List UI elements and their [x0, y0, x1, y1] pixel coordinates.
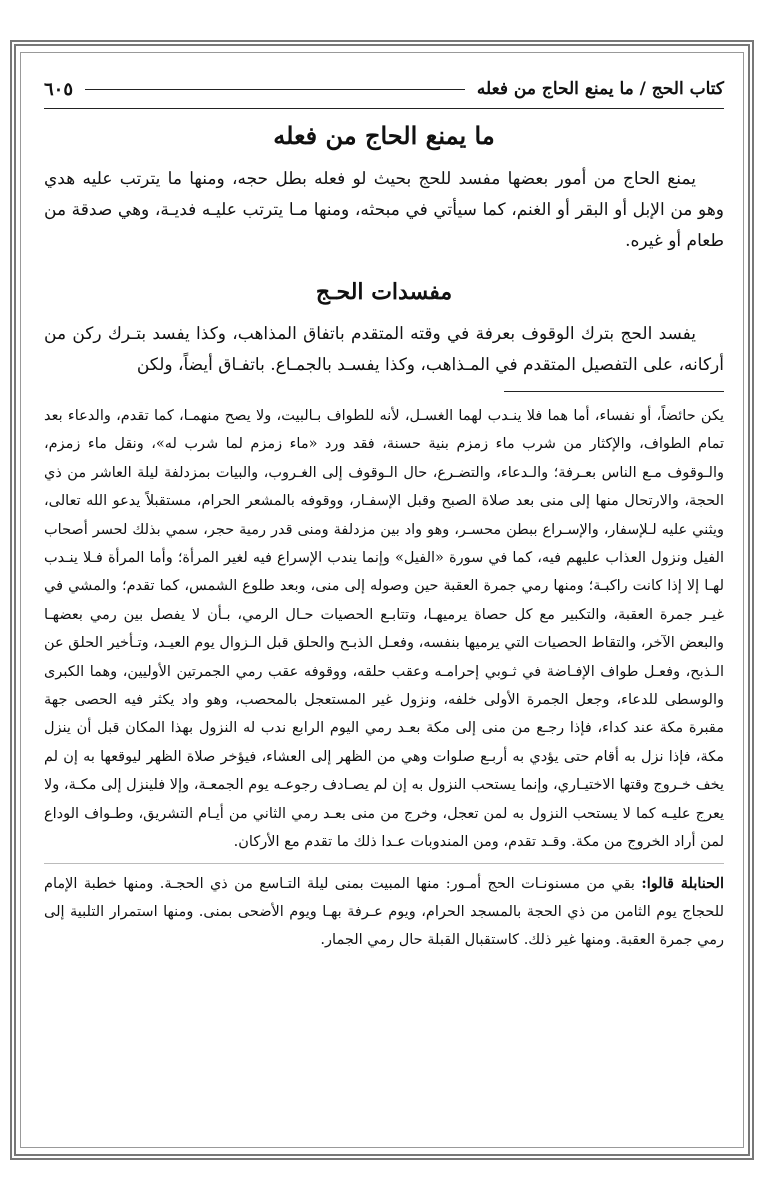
section-title: مفسدات الحـج [315, 279, 453, 305]
page-content [44, 74, 724, 955]
footnote-paragraph: يكن حائضاً، أو نفساء، أما هما فلا ينـدب لهما الغسـل، لأنه للطواف بـالبيت، ولا يصح منهمـا، كما تقدم، والدعاء بعد تمام الطواف، والإكثار من شرب ماء زمزم بنية حسنة، فقد ورد «ماء زمزم لما شرب له»، ونقل ماء زمزم، والـوقوف مـع الناس بعـرفة؛ والـدعاء، والتضـرع، حال الـوقوف إلى الغـروب، والبيات بمزدلفة ليلة العاشر من ذي الحجة، والارتحال منها إلى منى بعد صلاة الصبح وقبل الإسفـار، ووقوفه بالمشعر الحرام، مستقبلاً يدعو الله تعالى، ويثني عليه لـلإسفار، والإسـراع ببطن محسـر، وهو واد بين مزدلفة ومنى قدر رمية حجر، سمي بذلك لحسر أصحاب الفيل ونزول العذاب عليهم فيه، كما في سورة «الفيل» وإنما يندب الإسراع فيه لغير المرأة؛ وأما المرأة فـلا ينـدب لهـا إلا إذا كانت راكبـة؛ ومنها رمي جمرة العقبة حين وصوله إلى منى، وبعد طلوع الشمس، كما تقدم؛ والمشي في غيـر جمرة العقبة، والتكبير مع كل حصاة يرميهـا، وتتابـع الحصيات حـال الرمي، بـأن لا يفصل بين رمي بعضهـا والبعض الآخر، والتقاط الحصيات التي يرميها بنفسه، وفعـل الذبـح والحلق قبل الـزوال يوم العيـد، وتـأخير الحلق عن الـذبح، وفعـل طواف الإفـاضة في ثـوبي إحرامـه وعقب حلقه، ووقوفه عقب رمي الجمرتين الأوليين، وهما الكبرى والوسطى للدعاء، وجعل الجمرة الأولى خلفه، ونزول غير المستعجل بالمحصب، وهو واد يكثر فيه الحصى جهة مقبرة مكة عند كداء، فإذا رجـع من منى إلى مكة بعـد رمي اليوم الرابع ندب له النزول بهذا المكان قبل أن ينزل مكة، فإذا نزل به أقام حتى يؤدي به أربـع صلوات وهي من الظهر إلى العشاء، فيؤخر صلاة الظهر ليوقعها به إن لم يخف خـروج وقتها الاختيـاري، وإنما يستحب النزول به إن لم يصـادف رجوعـه يوم الجمعـة، وإلا فلينزل إلى مكـة، ولا يعرج عليـه كما لا يستحب النزول به لمن تعجل، وخرج من منى بعـد رمي الثاني من أيـام التشريق، وطـواف الوداع لمن أراد الخروج من مكة. وقـد تقدم، ومن المندوبات عـدا ذلك ما تقدم مع الأركان. [44, 408, 724, 851]
hanabila-text: بقي من مسنونـات الحج أمـور: منها المبيت بمنى ليلة التـاسع من ذي الحجـة. ومنها خطبة الإمام للحجاج يوم الثامن من ذي الحجة بالمسجد الحرام، ويوم عـرفة بهـا ويوم الأضحى بمنى. ومنها استمرار التلبية إلى رمي جمرة العقبة. ومنها غير ذلك. كاستقبال القبلة حال رمي الجمار. [44, 875, 724, 949]
intro-paragraph: يمنع الحاج من أمور بعضها مفسد للحج بحيث لو فعله بطل حجه، ومنها ما يترتب عليه هدي وهو من الإبل أو البقر أو الغنم، كما سيأتي في مبحثه، ومنها مـا يترتب عليـه فديـة، وهي صدقة من طعام أو غيره. [44, 169, 724, 251]
page-number: ٦٠٥ [44, 78, 74, 100]
hanabila-label: الحنابلة قالوا: [641, 874, 724, 892]
footnote-separator [504, 391, 724, 392]
section-paragraph: يفسد الحج بترك الوقوف بعرفة في وقته المتقدم باتفاق المذاهب، وكذا يفسد بتـرك ركن من أركانه، على التفصيل المتقدم في المـذاهب، وكذا يفسـد بالجمـاع. باتفـاق أيضاً، ولكن [44, 324, 724, 375]
hanabila-footnote [44, 870, 724, 955]
running-header [44, 74, 724, 109]
chapter-title: ما يمنع الحاج من فعله [273, 121, 495, 150]
footnote-divider [44, 863, 724, 864]
header-rule [85, 89, 465, 90]
running-title: كتاب الحج / ما يمنع الحاج من فعله [476, 79, 724, 99]
